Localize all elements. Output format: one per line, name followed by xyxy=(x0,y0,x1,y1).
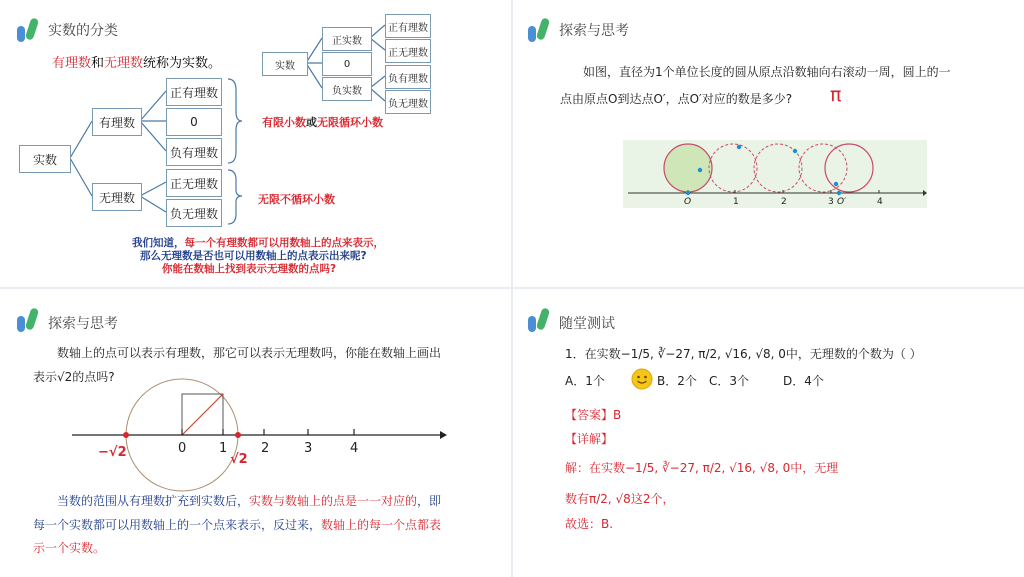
panel-quiz xyxy=(513,289,1024,577)
panel-explore-rolling-circle xyxy=(513,0,1024,287)
small-tree-neg: 负实数 xyxy=(322,77,372,101)
option-d[interactable]: D．4个 xyxy=(783,374,824,388)
note-irrational: 无限不循环小数 xyxy=(258,193,335,206)
intro-text: 有理数和无理数统称为实数。 xyxy=(52,56,222,71)
tree-neg-rational: 负有理数 xyxy=(166,138,222,166)
solution-line-2: 数有π/2, √8这2个， xyxy=(565,492,675,506)
detail-label: 【详解】 xyxy=(565,432,614,446)
neg-sqrt2-label: −√2 xyxy=(98,445,127,460)
tree-zero: 0 xyxy=(166,108,222,136)
option-a[interactable]: A．1个 xyxy=(565,374,605,388)
sqrt2-number-line xyxy=(0,289,511,577)
question-line-1: 我们知道，每一个有理数都可以用数轴上的点来表示， xyxy=(132,237,384,249)
tick-1: 1 xyxy=(219,441,228,456)
tree-pos-rational: 正有理数 xyxy=(166,78,222,106)
conclusion-line-3: 示一个实数。 xyxy=(33,541,106,555)
small-tree-neg-r: 负有理数 xyxy=(385,65,431,89)
question-line-3: 你能在数轴上找到表示无理数的点吗? xyxy=(162,263,337,275)
pi-answer: π xyxy=(830,84,842,106)
small-tree-root: 实数 xyxy=(262,52,308,76)
small-tree-zero: 0 xyxy=(322,52,372,76)
pos-sqrt2-label: √2 xyxy=(230,452,248,467)
page-title: 实数的分类 xyxy=(48,23,118,39)
panel-real-number-classification xyxy=(0,0,511,287)
page-title: 探索与思考 xyxy=(48,316,118,332)
tree-neg-irrational: 负无理数 xyxy=(166,199,222,227)
tree-pos-irrational: 正无理数 xyxy=(166,169,222,197)
tree-root-real: 实数 xyxy=(19,145,71,173)
tick-4: 4 xyxy=(350,441,359,456)
rolling-circle-figure xyxy=(623,140,927,208)
axis-label-2: 2 xyxy=(781,197,787,207)
conclusion-line-1: 当数的范围从有理数扩充到实数后，实数与数轴上的点是一一对应的，即 xyxy=(57,494,442,508)
small-tree-neg-i: 负无理数 xyxy=(385,90,431,114)
solution-line-1: 解：在实数−1/5, ∛−27, π/2, √16, √8, 0中，无理 xyxy=(565,461,839,475)
option-b[interactable]: B．2个 xyxy=(657,374,697,388)
tick-3: 3 xyxy=(304,441,313,456)
logo-icon xyxy=(527,16,551,44)
option-c[interactable]: C．3个 xyxy=(709,374,750,388)
axis-label-4: 4 xyxy=(877,197,883,207)
rolling-text-1: 如图，直径为1个单位长度的圆从原点沿数轴向右滚动一周，圆上的一 xyxy=(583,65,951,79)
axis-label-o-prime: O′ xyxy=(837,197,847,207)
small-tree-pos-i: 正无理数 xyxy=(385,39,431,63)
note-rational: 有限小数或无限循环小数 xyxy=(262,116,383,129)
quiz-question: 1．在实数−1/5, ∛−27, π/2, √16, √8, 0中，无理数的个数为（ ） xyxy=(565,347,922,361)
conclusion-line-2: 每一个实数都可以用数轴上的一个点来表示，反过来，数轴上的每一个点都表 xyxy=(33,518,442,532)
logo-icon xyxy=(527,306,551,334)
axis-label-1: 1 xyxy=(733,197,739,207)
answer-label: 【答案】B xyxy=(565,408,622,422)
sqrt2-text-2: 表示√2的点吗? xyxy=(33,370,115,384)
question-line-2: 那么无理数是否也可以用数轴上的点表示出来呢? xyxy=(140,250,367,262)
page-title: 随堂测试 xyxy=(559,316,615,332)
rolling-text-2: 点由原点O到达点O′，点O′对应的数是多少? xyxy=(560,92,793,106)
page-title: 探索与思考 xyxy=(559,23,629,39)
sqrt2-text-1: 数轴上的点可以表示有理数，那它可以表示无理数吗，你能在数轴上画出 xyxy=(57,346,442,360)
tick-0: 0 xyxy=(178,441,187,456)
panel-explore-sqrt2 xyxy=(0,289,511,577)
tree-irrational: 无理数 xyxy=(92,183,142,211)
axis-label-o: O xyxy=(684,197,692,207)
rolling-circle-svg xyxy=(623,140,927,208)
solution-line-3: 故选：B. xyxy=(565,517,614,531)
tick-2: 2 xyxy=(261,441,270,456)
small-tree-pos-r: 正有理数 xyxy=(385,14,431,38)
axis-label-3: 3 xyxy=(828,197,834,207)
small-tree-pos: 正实数 xyxy=(322,27,372,51)
tree-rational: 有理数 xyxy=(92,108,142,136)
